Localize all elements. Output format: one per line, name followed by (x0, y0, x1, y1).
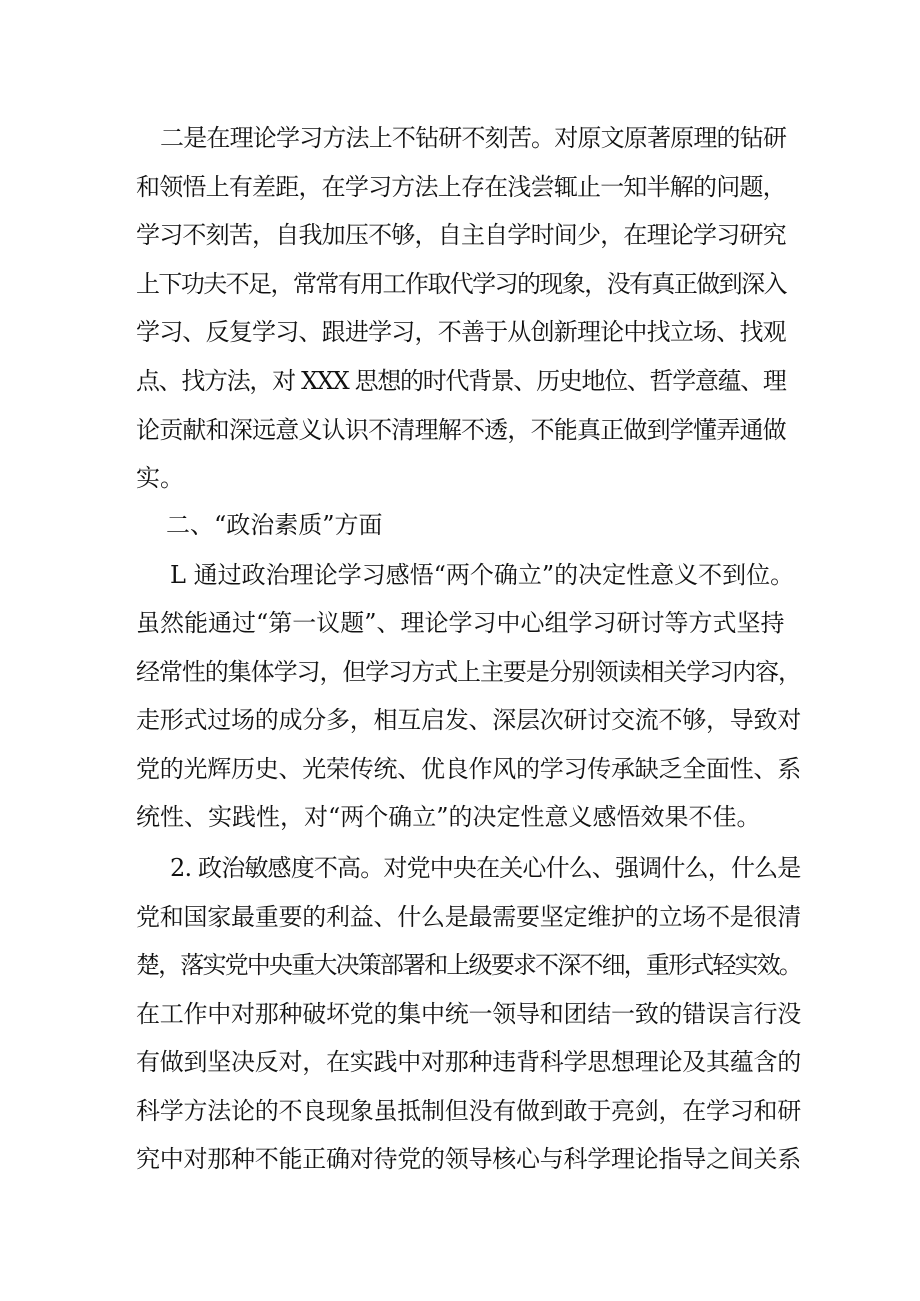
text-line: 统性、实践性，对“两个确立”的决定性意义感悟效果不佳。 (136, 803, 761, 831)
text-line: 楚，落实党中央重大决策部署和上级要求不深不细，重形式轻实效。 (136, 951, 802, 979)
text-line: 论贡献和深远意义认识不清理解不透，不能真正做到学懂弄通做 (136, 416, 786, 444)
text-line: 走形式过场的成分多，相互启发、深层次研讨交流不够，导致对 (136, 706, 801, 734)
text-line: 经常性的集体学习，但学习方式上主要是分别领读相关学习内容， (136, 658, 801, 686)
text-line: 2. 政治敏感度不高。对党中央在关心什么、强调什么，什么是 (170, 854, 801, 882)
text-line: 科学方法论的不良现象虽抵制但没有做到敢于亮剑，在学习和研 (136, 1097, 801, 1125)
text-line: 党的光辉历史、光荣传统、优良作风的学习传承缺乏全面性、系 (136, 755, 801, 783)
text-line: 虽然能通过“第一议题”、理论学习中心组学习研讨等方式坚持 (136, 609, 785, 637)
text-line: 在工作中对那种破坏党的集中统一领导和团结一致的错误言行没 (136, 1000, 801, 1028)
text-line: 究中对那种不能正确对待党的领导核心与科学理论指导之间关系 (136, 1145, 801, 1173)
text-line: 上下功夫不足，常常有用工作取代学习的现象，没有真正做到深入 (136, 270, 786, 298)
text-line: 和领悟上有差距，在学习方法上存在浅尝辄止一知半解的问题， (136, 173, 786, 201)
text-line: 实。 (136, 464, 184, 492)
text-line: 党和国家最重要的利益、什么是最需要坚定维护的立场不是很清 (136, 903, 801, 931)
section-heading: 二、“政治素质”方面 (166, 511, 383, 539)
text-line: 学习不刻苦，自我加压不够，自主自学时间少，在理论学习研究 (136, 221, 786, 249)
text-line: 点、找方法，对 XXX 思想的时代背景、历史地位、哲学意蕴、理 (136, 367, 786, 395)
text-line: 有做到坚决反对，在实践中对那种违背科学思想理论及其蕴含的 (136, 1048, 801, 1076)
text-line: L 通过政治理论学习感悟“两个确立”的决定性意义不到位。 (170, 561, 795, 589)
text-line: 二是在理论学习方法上不钻研不刻苦。对原文原著原理的钻研 (160, 124, 787, 152)
text-line: 学习、反复学习、跟进学习，不善于从创新理论中找立场、找观 (136, 318, 786, 346)
